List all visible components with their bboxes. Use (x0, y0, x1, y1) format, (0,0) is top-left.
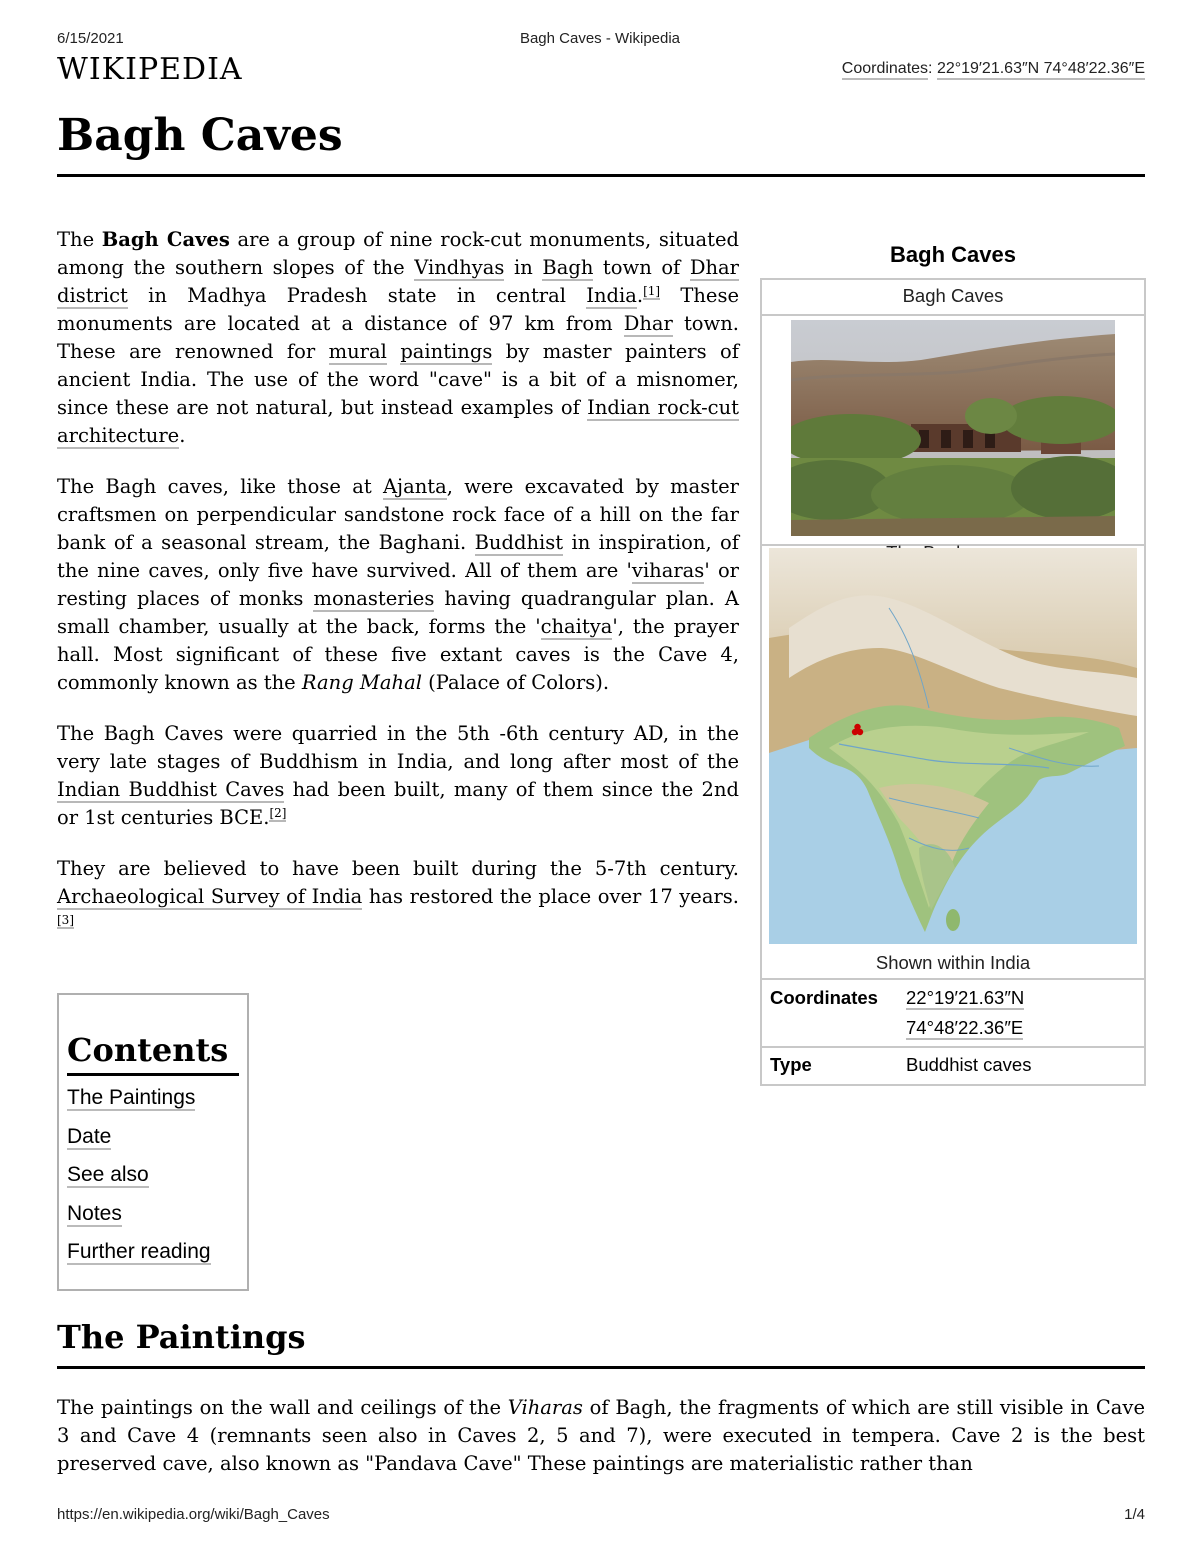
link-bagh[interactable]: Bagh (542, 256, 594, 279)
paragraph-1: The Bagh Caves are a group of nine rock-cut monuments, situated among the southern slopes of the Vindhyas in Bagh town of Dhar district in Madhya Pradesh state in central India.[1] These monuments are located at a distance of 97 km from Dhar town. These are renowned for mural paintings by master painters of ancient India. The use of the word "cave" is a bit of a misnomer, since these are not natural, but instead examples of Indian rock-cut architecture. (57, 228, 740, 447)
coordinates-lon-link[interactable]: 74°48′22.36″E (906, 1017, 1024, 1038)
link-vindhyas[interactable]: Vindhyas (414, 256, 505, 279)
link-archaeological-survey-of-india[interactable]: Archaeological Survey of India (57, 885, 363, 908)
type-value: Buddhist caves (906, 1054, 1032, 1075)
link-buddhist[interactable]: Buddhist (474, 531, 564, 554)
toc-link-the-paintings[interactable]: The Paintings (67, 1086, 196, 1109)
toc-list (67, 1086, 239, 1279)
infobox-title: Bagh Caves (890, 242, 1016, 267)
toc-item (67, 1163, 239, 1202)
paragraph-2: The Bagh caves, like those at Ajanta, were excavated by master craftsmen on perpendicular sandstone rock face of a hill on the far bank of a seasonal stream, the Baghani. Buddhist in inspiration, of the nine caves, only five have survived. All of them are 'viharas' or resting places of monks monasteries having quadrangular plan. A small chamber, usually at the back, forms the 'chaitya', the prayer hall. Most significant of these five extant caves is the Cave 4, commonly known as the Rang Mahal (Palace of Colors). (57, 475, 740, 694)
print-date: 6/15/2021 (57, 30, 124, 47)
print-title: Bagh Caves - Wikipedia (519, 30, 681, 47)
coordinates-value-link[interactable]: 22°19′21.63″N 74°48′22.36″E (937, 60, 1145, 80)
coordinates-top: Coordinates: 22°19′21.63″N 74°48′22.36″E (842, 60, 1145, 78)
location-marker-3 (854, 724, 860, 730)
paragraph-3: The Bagh Caves were quarried in the 5th -6th century AD, in the very late stages of Buddhism in India, and long after most of the Indian Buddhist Caves had been built, many of them since the 2nd or 1st centuries BCE.[2] (57, 722, 739, 829)
reference-3[interactable]: [3] (57, 912, 74, 927)
paintings-paragraph: The paintings on the wall and ceilings of the Viharas of Bagh, the fragments of which are still visible in Cave 3 and Cave 4 (remnants seen also in Caves 2, 5 and 7), were executed in tempera. Cave 2 is the best preserved cave, also known as "Pandava Cave" These paintings are materialistic rather than (57, 1396, 1145, 1475)
infobox-coordinates-row (762, 980, 1144, 1048)
link-viharas[interactable]: viharas (631, 559, 705, 582)
coordinates-label-link[interactable]: Coordinates (842, 60, 928, 80)
wikipedia-logo[interactable]: WIKIPEDIA (57, 52, 243, 87)
infobox (760, 240, 1146, 1086)
reference-2[interactable]: [2] (269, 805, 287, 820)
map-caption: Shown within India (875, 952, 1031, 973)
link-mural[interactable]: mural (328, 340, 387, 363)
toc-item (67, 1240, 239, 1279)
toc-item (67, 1125, 239, 1164)
infobox-photo-cell (762, 316, 1144, 546)
section-title-paintings: The Paintings (57, 1318, 306, 1356)
coordinates-lat-link[interactable]: 22°19′21.63″N (906, 987, 1025, 1008)
toc-title: Contents (67, 1031, 239, 1076)
bagh-caves-photo[interactable] (791, 320, 1115, 536)
link-dhar[interactable]: Dhar (623, 312, 673, 335)
link-paintings[interactable]: paintings (400, 340, 493, 363)
link-dhar-district[interactable]: Dhar district (57, 256, 739, 307)
section-rule (57, 1366, 1145, 1369)
infobox-type-row (762, 1048, 1144, 1084)
page-title: Bagh Caves (57, 110, 343, 161)
coordinates-label: Coordinates (770, 987, 878, 1008)
toc-link-see-also[interactable]: See also (67, 1163, 149, 1186)
link-indian-buddhist-caves[interactable]: Indian Buddhist Caves (57, 778, 285, 801)
infobox-subtitle: Bagh Caves (762, 280, 1144, 316)
reference-1[interactable]: [1] (643, 283, 661, 298)
link-monasteries[interactable]: monasteries (313, 587, 435, 610)
paragraph-4: They are believed to have been built during the 5-7th century. Archaeological Survey of India has restored the place over 17 years.[3] (57, 857, 739, 927)
india-relief-map[interactable] (769, 548, 1137, 944)
coordinates-value (906, 983, 1136, 1040)
link-india[interactable]: India (586, 284, 637, 307)
link-ajanta[interactable]: Ajanta (382, 475, 447, 498)
footer-page-number: 1/4 (1124, 1506, 1145, 1523)
link-indian-rock-cut-architecture[interactable]: Indian rock-cut architecture (57, 396, 739, 447)
type-label: Type (770, 1054, 812, 1075)
footer-url: https://en.wikipedia.org/wiki/Bagh_Caves (57, 1506, 330, 1523)
toc-item (67, 1202, 239, 1241)
table-of-contents (57, 993, 249, 1291)
lead-section (57, 226, 739, 962)
toc-link-date[interactable]: Date (67, 1124, 112, 1148)
toc-link-notes[interactable]: Notes (67, 1201, 122, 1225)
toc-item (67, 1086, 239, 1125)
infobox-map-cell (762, 546, 1144, 980)
title-rule (57, 174, 1145, 177)
toc-link-further-reading[interactable]: Further reading (67, 1240, 211, 1263)
infobox-table (760, 278, 1146, 1086)
link-chaitya[interactable]: chaitya (540, 615, 613, 638)
